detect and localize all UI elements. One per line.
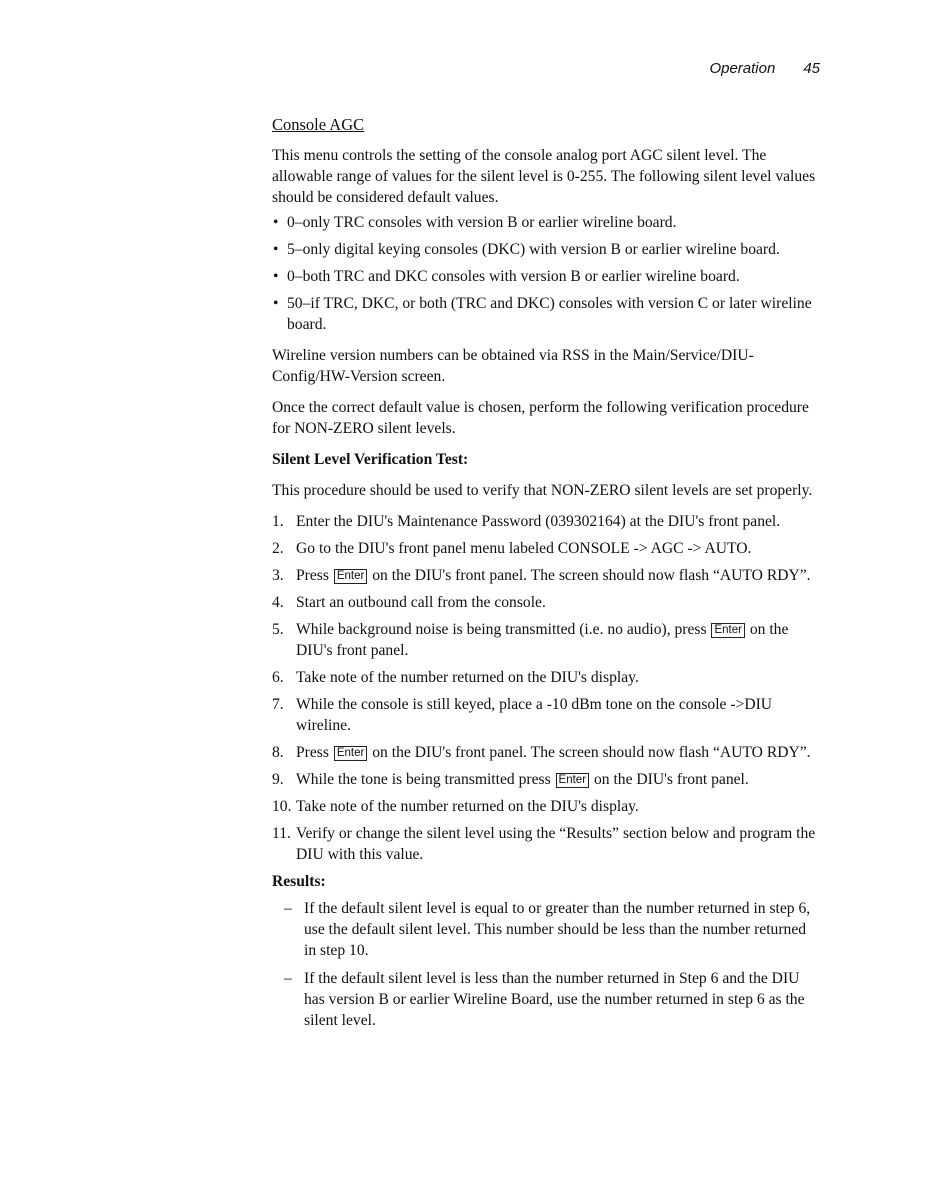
once-paragraph: Once the correct default value is chosen, perform the following verification procedure for NON-ZERO silent levels. — [272, 399, 809, 437]
step-5: 5. While background noise is being transmitted (i.e. no audio), press Enter on the DIU's front panel. — [272, 621, 789, 659]
step-1: 1. Enter the DIU's Maintenance Password (039302164) at the DIU's front panel. — [272, 513, 781, 530]
test-heading: Silent Level Verification Test: — [272, 451, 469, 468]
enter-key-icon: Enter — [334, 569, 368, 584]
list-item: – If the default silent level is equal to or greater than the number returned in step 6, use the default silent level. This number should be less than the number returned in step 10. — [284, 900, 811, 959]
step-6: 6. Take note of the number returned on the DIU's display. — [272, 669, 639, 686]
step-7: 7. While the console is still keyed, place a -10 dBm tone on the console ->DIU wireline. — [272, 696, 773, 734]
enter-key-icon: Enter — [556, 773, 590, 788]
list-item: • 5–only digital keying consoles (DKC) with version B or earlier wireline board. — [273, 241, 780, 258]
test-intro-paragraph: This procedure should be used to verify that NON-ZERO silent levels are set properly. — [272, 482, 813, 499]
section-title: Console AGC — [272, 115, 365, 134]
enter-key-icon: Enter — [711, 623, 745, 638]
bullet-icon: • — [273, 241, 279, 258]
bullet-icon: • — [273, 214, 279, 231]
results-list — [272, 898, 817, 1031]
header-section: Operation — [709, 60, 776, 77]
list-item: • 0–only TRC consoles with version B or earlier wireline board. — [273, 214, 677, 231]
main-content — [272, 114, 817, 1038]
step-9: 9. While the tone is being transmitted press Enter on the DIU's front panel. — [272, 771, 749, 788]
step-11: 11. Verify or change the silent level using the “Results” section below and program the DIU with this value. — [272, 825, 816, 863]
bullet-icon: • — [273, 268, 279, 285]
intro-paragraph: This menu controls the setting of the console analog port AGC silent level. The allowable range of values for the silent level is 0-255. The following silent level values should be considered default values. — [272, 147, 816, 206]
dash-icon: – — [284, 900, 292, 917]
list-item: • 50–if TRC, DKC, or both (TRC and DKC) consoles with version C or later wireline board. — [273, 295, 812, 333]
default-values-list — [272, 212, 817, 335]
step-8: 8. Press Enter on the DIU's front panel. The screen should now flash “AUTO RDY”. — [272, 744, 811, 761]
list-item: • 0–both TRC and DKC consoles with version B or earlier wireline board. — [273, 268, 740, 285]
dash-icon: – — [284, 970, 292, 987]
enter-key-icon: Enter — [334, 746, 368, 761]
bullet-icon: • — [273, 295, 279, 312]
step-4: 4. Start an outbound call from the console. — [272, 594, 546, 611]
step-10: 10. Take note of the number returned on the DIU's display. — [272, 798, 639, 815]
list-item: – If the default silent level is less than the number returned in Step 6 and the DIU has version B or earlier Wireline Board, use the number returned in step 6 as the silent level. — [284, 970, 805, 1029]
verification-steps — [272, 511, 817, 865]
step-3: 3. Press Enter on the DIU's front panel. The screen should now flash “AUTO RDY”. — [272, 567, 811, 584]
page-number: 45 — [803, 60, 820, 77]
wireline-paragraph: Wireline version numbers can be obtained via RSS in the Main/Service/DIU-Config/HW-Version screen. — [272, 347, 754, 385]
step-2: 2. Go to the DIU's front panel menu labeled CONSOLE -> AGC -> AUTO. — [272, 540, 752, 557]
results-heading: Results: — [272, 873, 326, 890]
running-header — [709, 60, 820, 77]
